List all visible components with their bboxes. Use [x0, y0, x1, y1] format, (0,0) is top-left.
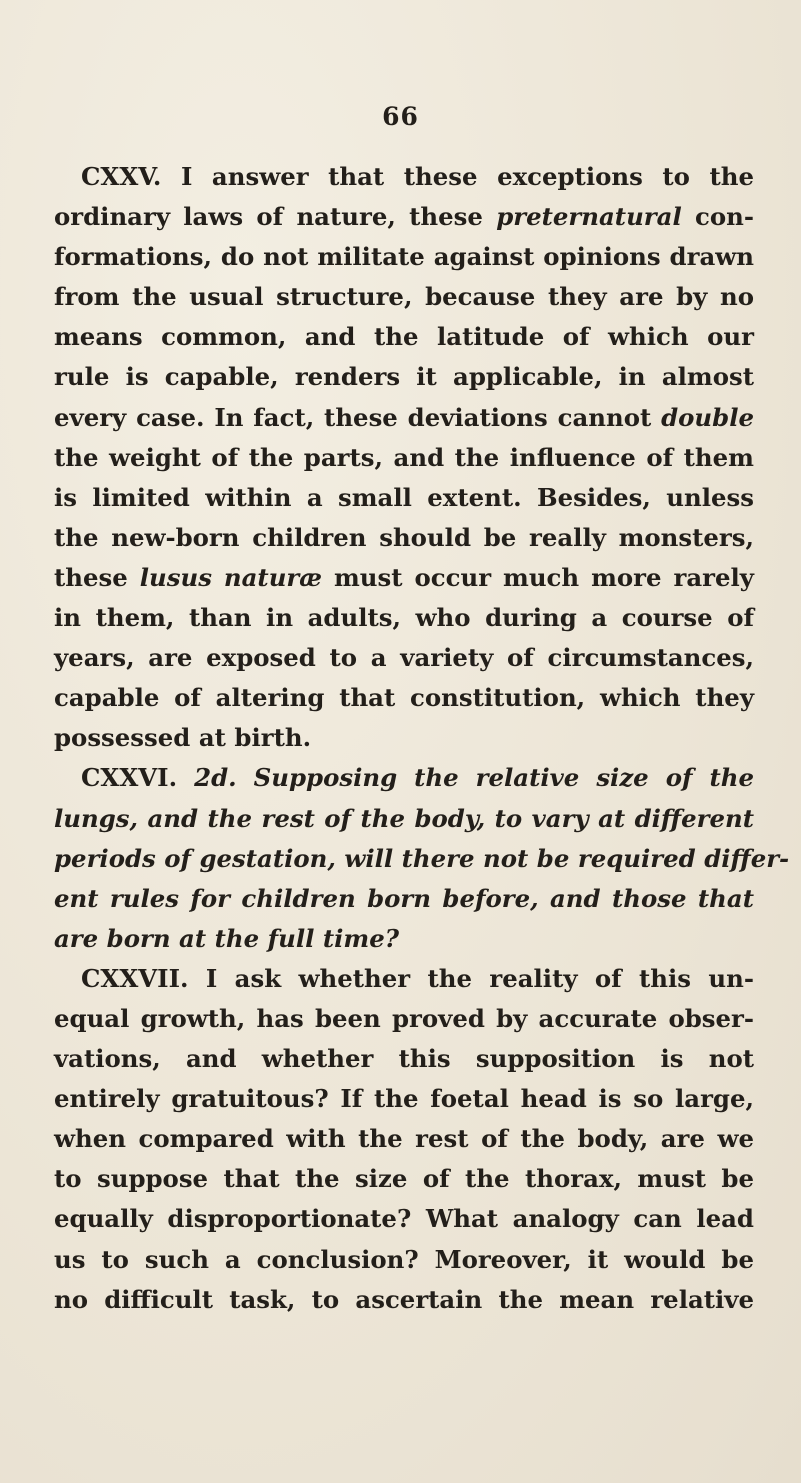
text-line [54, 157, 754, 197]
page-number: 66 [382, 102, 419, 131]
text-line: periods of gestation, will there not be required differ- [54, 843, 790, 873]
paragraph-cxxvii [54, 959, 754, 1320]
text-line: ent rules for children born before, and those that [54, 883, 754, 913]
text-line: no difficult task, to ascertain the mean relative [54, 1284, 754, 1314]
text-span: ordinary laws of nature, these [54, 202, 497, 232]
text-line [54, 197, 754, 237]
text-line: years, are exposed to a variety of circumstances, [54, 643, 754, 673]
text-line: rule is capable, renders it applicable, in almost [54, 362, 754, 392]
text-line: from the usual structure, because they are by no [54, 282, 754, 312]
text-line [54, 398, 754, 438]
body-text [54, 157, 790, 1320]
text-span: must occur much more rarely [322, 562, 754, 592]
text-line: equal growth, has been proved by accurate obser- [54, 1003, 754, 1033]
paragraph-cxxvi [54, 758, 790, 958]
text-line: are born at the full time? [54, 923, 400, 953]
italic-term: preternatural [496, 202, 682, 232]
text-line [54, 558, 754, 598]
text-line: us to such a conclusion? Moreover, it would be [54, 1244, 754, 1274]
text-line: to suppose that the size of the thorax, must be [54, 1164, 754, 1194]
text-line: possessed at birth. [54, 723, 312, 753]
italic-term: double [661, 402, 754, 432]
text-line: the weight of the parts, and the influence of them [54, 442, 754, 472]
text-span: CXXVI. [81, 763, 195, 793]
text-line [54, 758, 754, 798]
text-line: is limited within a small extent. Besides, unless [54, 482, 754, 512]
text-line: in them, than in adults, who during a course of [54, 603, 754, 633]
italic-term: lusus naturæ [139, 562, 323, 592]
text-line: vations, and whether this supposition is not [54, 1044, 754, 1074]
text-span: con- [681, 202, 754, 232]
text-span: these [54, 562, 140, 592]
text-line: CXXVII. I ask whether the reality of this un- [81, 963, 754, 993]
text-line: entirely gratuitous? If the foetal head is so large, [54, 1084, 754, 1114]
text-line: the new-born children should be really monsters, [54, 522, 754, 552]
text-line: capable of altering that constitution, which they [54, 683, 754, 713]
text-line: lungs, and the rest of the body, to vary at different [54, 803, 754, 833]
text-span: every case. In fact, these deviations cannot [54, 402, 662, 432]
text-line: formations, do not militate against opinions drawn [54, 242, 754, 272]
italic-text: 2d. Supposing the relative size of the [194, 763, 754, 793]
text-span: CXXV. I answer that these exceptions to the [81, 162, 754, 191]
text-line: when compared with the rest of the body, are we [54, 1124, 754, 1154]
text-line: equally disproportionate? What analogy can lead [54, 1204, 754, 1234]
text-line: means common, and the latitude of which our [54, 322, 754, 352]
paragraph-cxxv [54, 157, 754, 758]
